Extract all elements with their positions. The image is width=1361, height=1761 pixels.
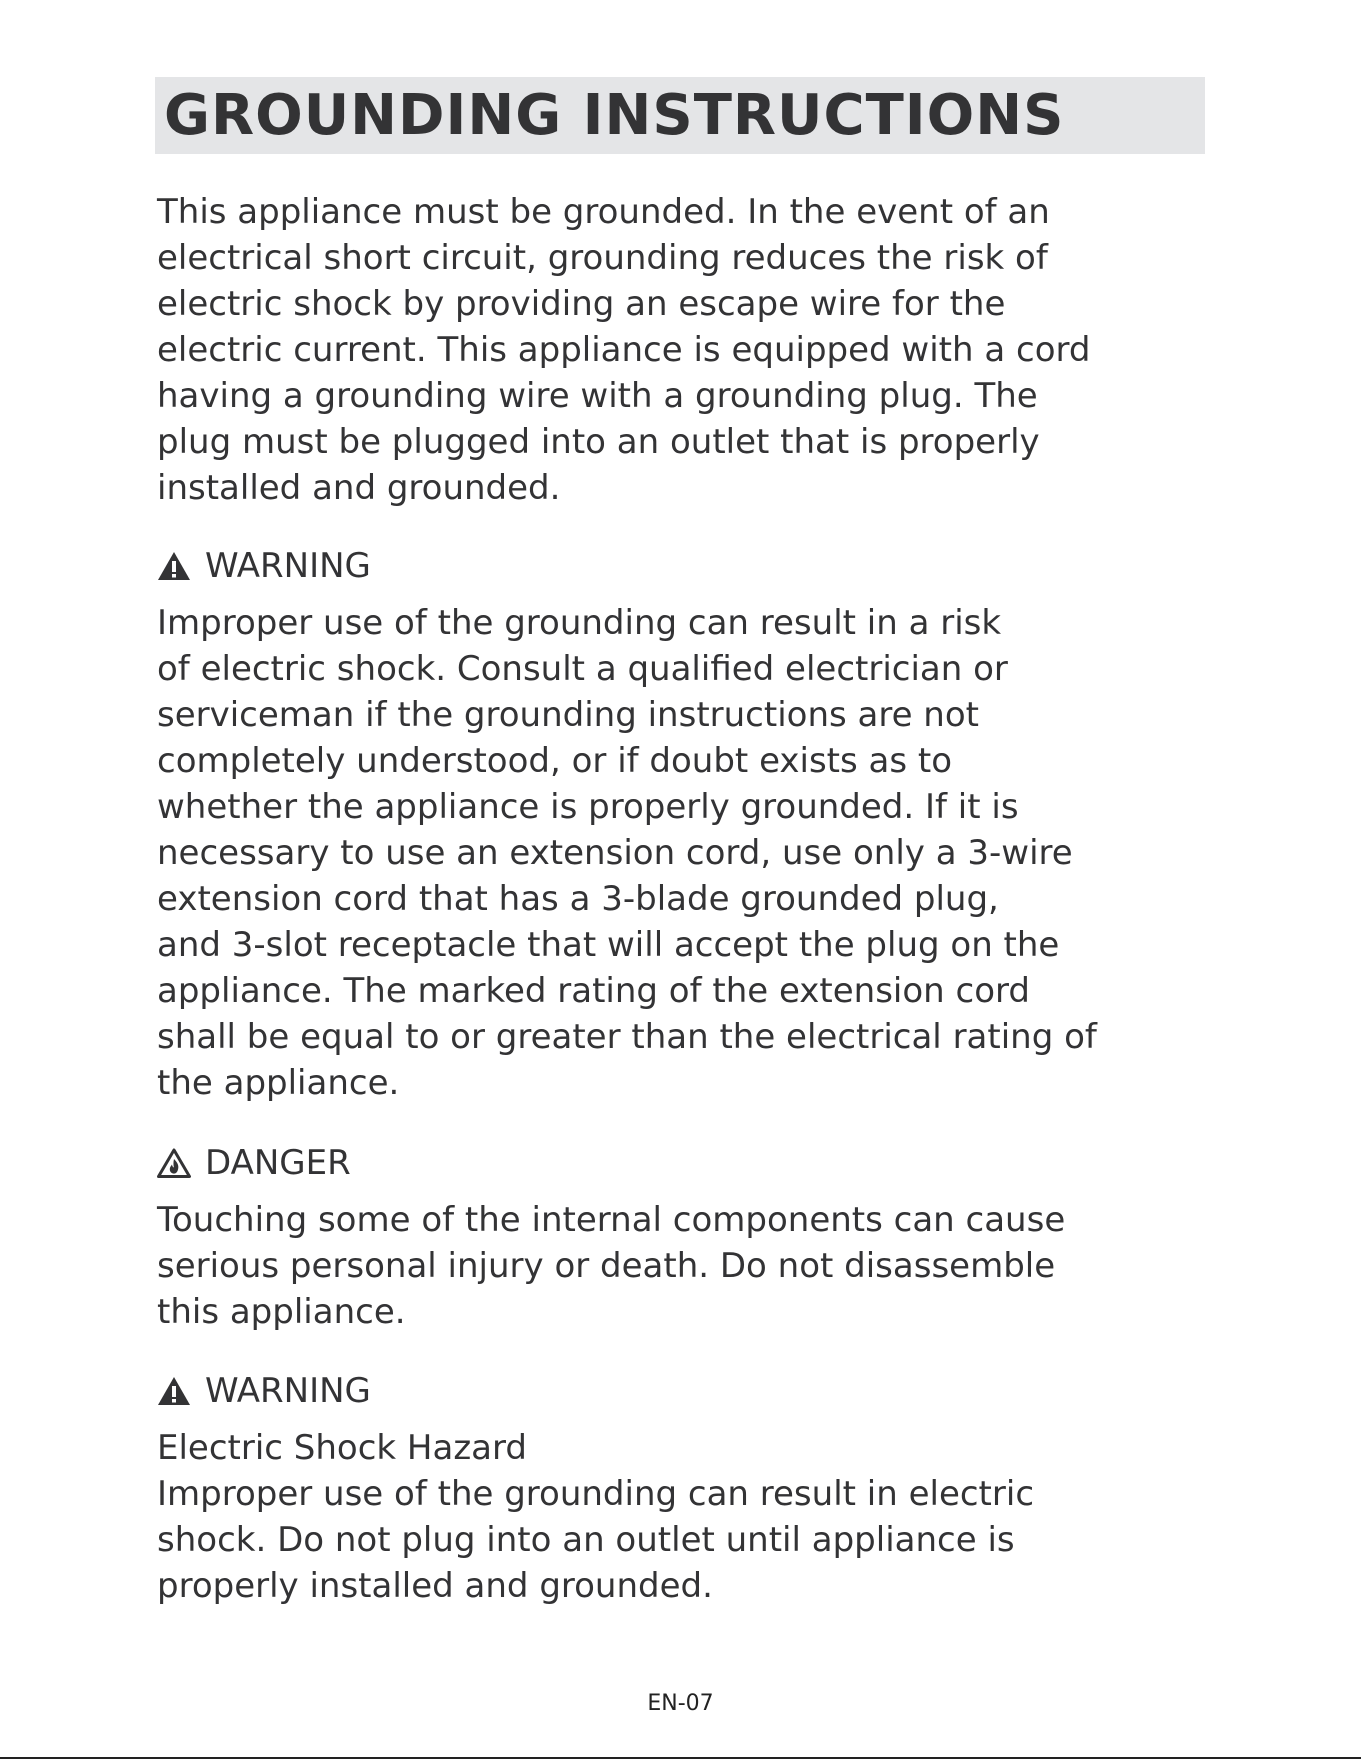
text-line: having a grounding wire with a grounding plug. The bbox=[157, 376, 1038, 416]
text-line: installed and grounded. bbox=[157, 468, 561, 508]
text-line: Improper use of the grounding can result in electric bbox=[157, 1474, 1035, 1514]
bottom-divider bbox=[0, 1757, 1361, 1759]
text-line: completely understood, or if doubt exists as to bbox=[157, 741, 953, 781]
text-line: extension cord that has a 3-blade grounded plug, bbox=[157, 879, 999, 919]
warning-paragraph bbox=[157, 600, 1212, 1106]
text-line: shock. Do not plug into an outlet until appliance is bbox=[157, 1520, 1015, 1560]
electric-shock-paragraph bbox=[157, 1425, 1212, 1609]
text-line: electric shock by providing an escape wire for the bbox=[157, 284, 1006, 324]
danger-paragraph bbox=[157, 1197, 1212, 1335]
title-banner bbox=[155, 77, 1205, 154]
warning-label: WARNING bbox=[205, 546, 371, 586]
warning-heading bbox=[157, 1368, 371, 1414]
intro-paragraph bbox=[157, 189, 1212, 511]
page-number: EN-07 bbox=[647, 1691, 714, 1716]
warning-triangle-icon bbox=[157, 1376, 191, 1406]
text-line: Electric Shock Hazard bbox=[157, 1428, 527, 1468]
text-line: whether the appliance is properly grounded. If it is bbox=[157, 787, 1019, 827]
fire-triangle-icon bbox=[157, 1148, 191, 1178]
text-line: properly installed and grounded. bbox=[157, 1566, 713, 1606]
text-line: of electric shock. Consult a qualified electrician or bbox=[157, 649, 1008, 689]
text-line: necessary to use an extension cord, use only a 3-wire bbox=[157, 833, 1073, 873]
text-line: this appliance. bbox=[157, 1292, 406, 1332]
warning-triangle-icon bbox=[157, 551, 191, 581]
page-title: GROUNDING INSTRUCTIONS bbox=[164, 83, 1065, 148]
text-line: This appliance must be grounded. In the event of an bbox=[157, 192, 1050, 232]
text-line: appliance. The marked rating of the extension cord bbox=[157, 971, 1030, 1011]
text-line: shall be equal to or greater than the electrical rating of bbox=[157, 1017, 1097, 1057]
text-line: Touching some of the internal components can cause bbox=[157, 1200, 1066, 1240]
text-line: the appliance. bbox=[157, 1063, 400, 1103]
text-line: and 3-slot receptacle that will accept the plug on the bbox=[157, 925, 1060, 965]
warning-label: WARNING bbox=[205, 1371, 371, 1411]
text-line: plug must be plugged into an outlet that is properly bbox=[157, 422, 1040, 462]
warning-heading bbox=[157, 543, 371, 589]
text-line: serious personal injury or death. Do not disassemble bbox=[157, 1246, 1056, 1286]
text-line: Improper use of the grounding can result in a risk bbox=[157, 603, 1002, 643]
text-line: electric current. This appliance is equipped with a cord bbox=[157, 330, 1091, 370]
danger-label: DANGER bbox=[205, 1143, 351, 1183]
text-line: serviceman if the grounding instructions are not bbox=[157, 695, 979, 735]
text-line: electrical short circuit, grounding reduces the risk of bbox=[157, 238, 1048, 278]
danger-heading bbox=[157, 1140, 351, 1186]
